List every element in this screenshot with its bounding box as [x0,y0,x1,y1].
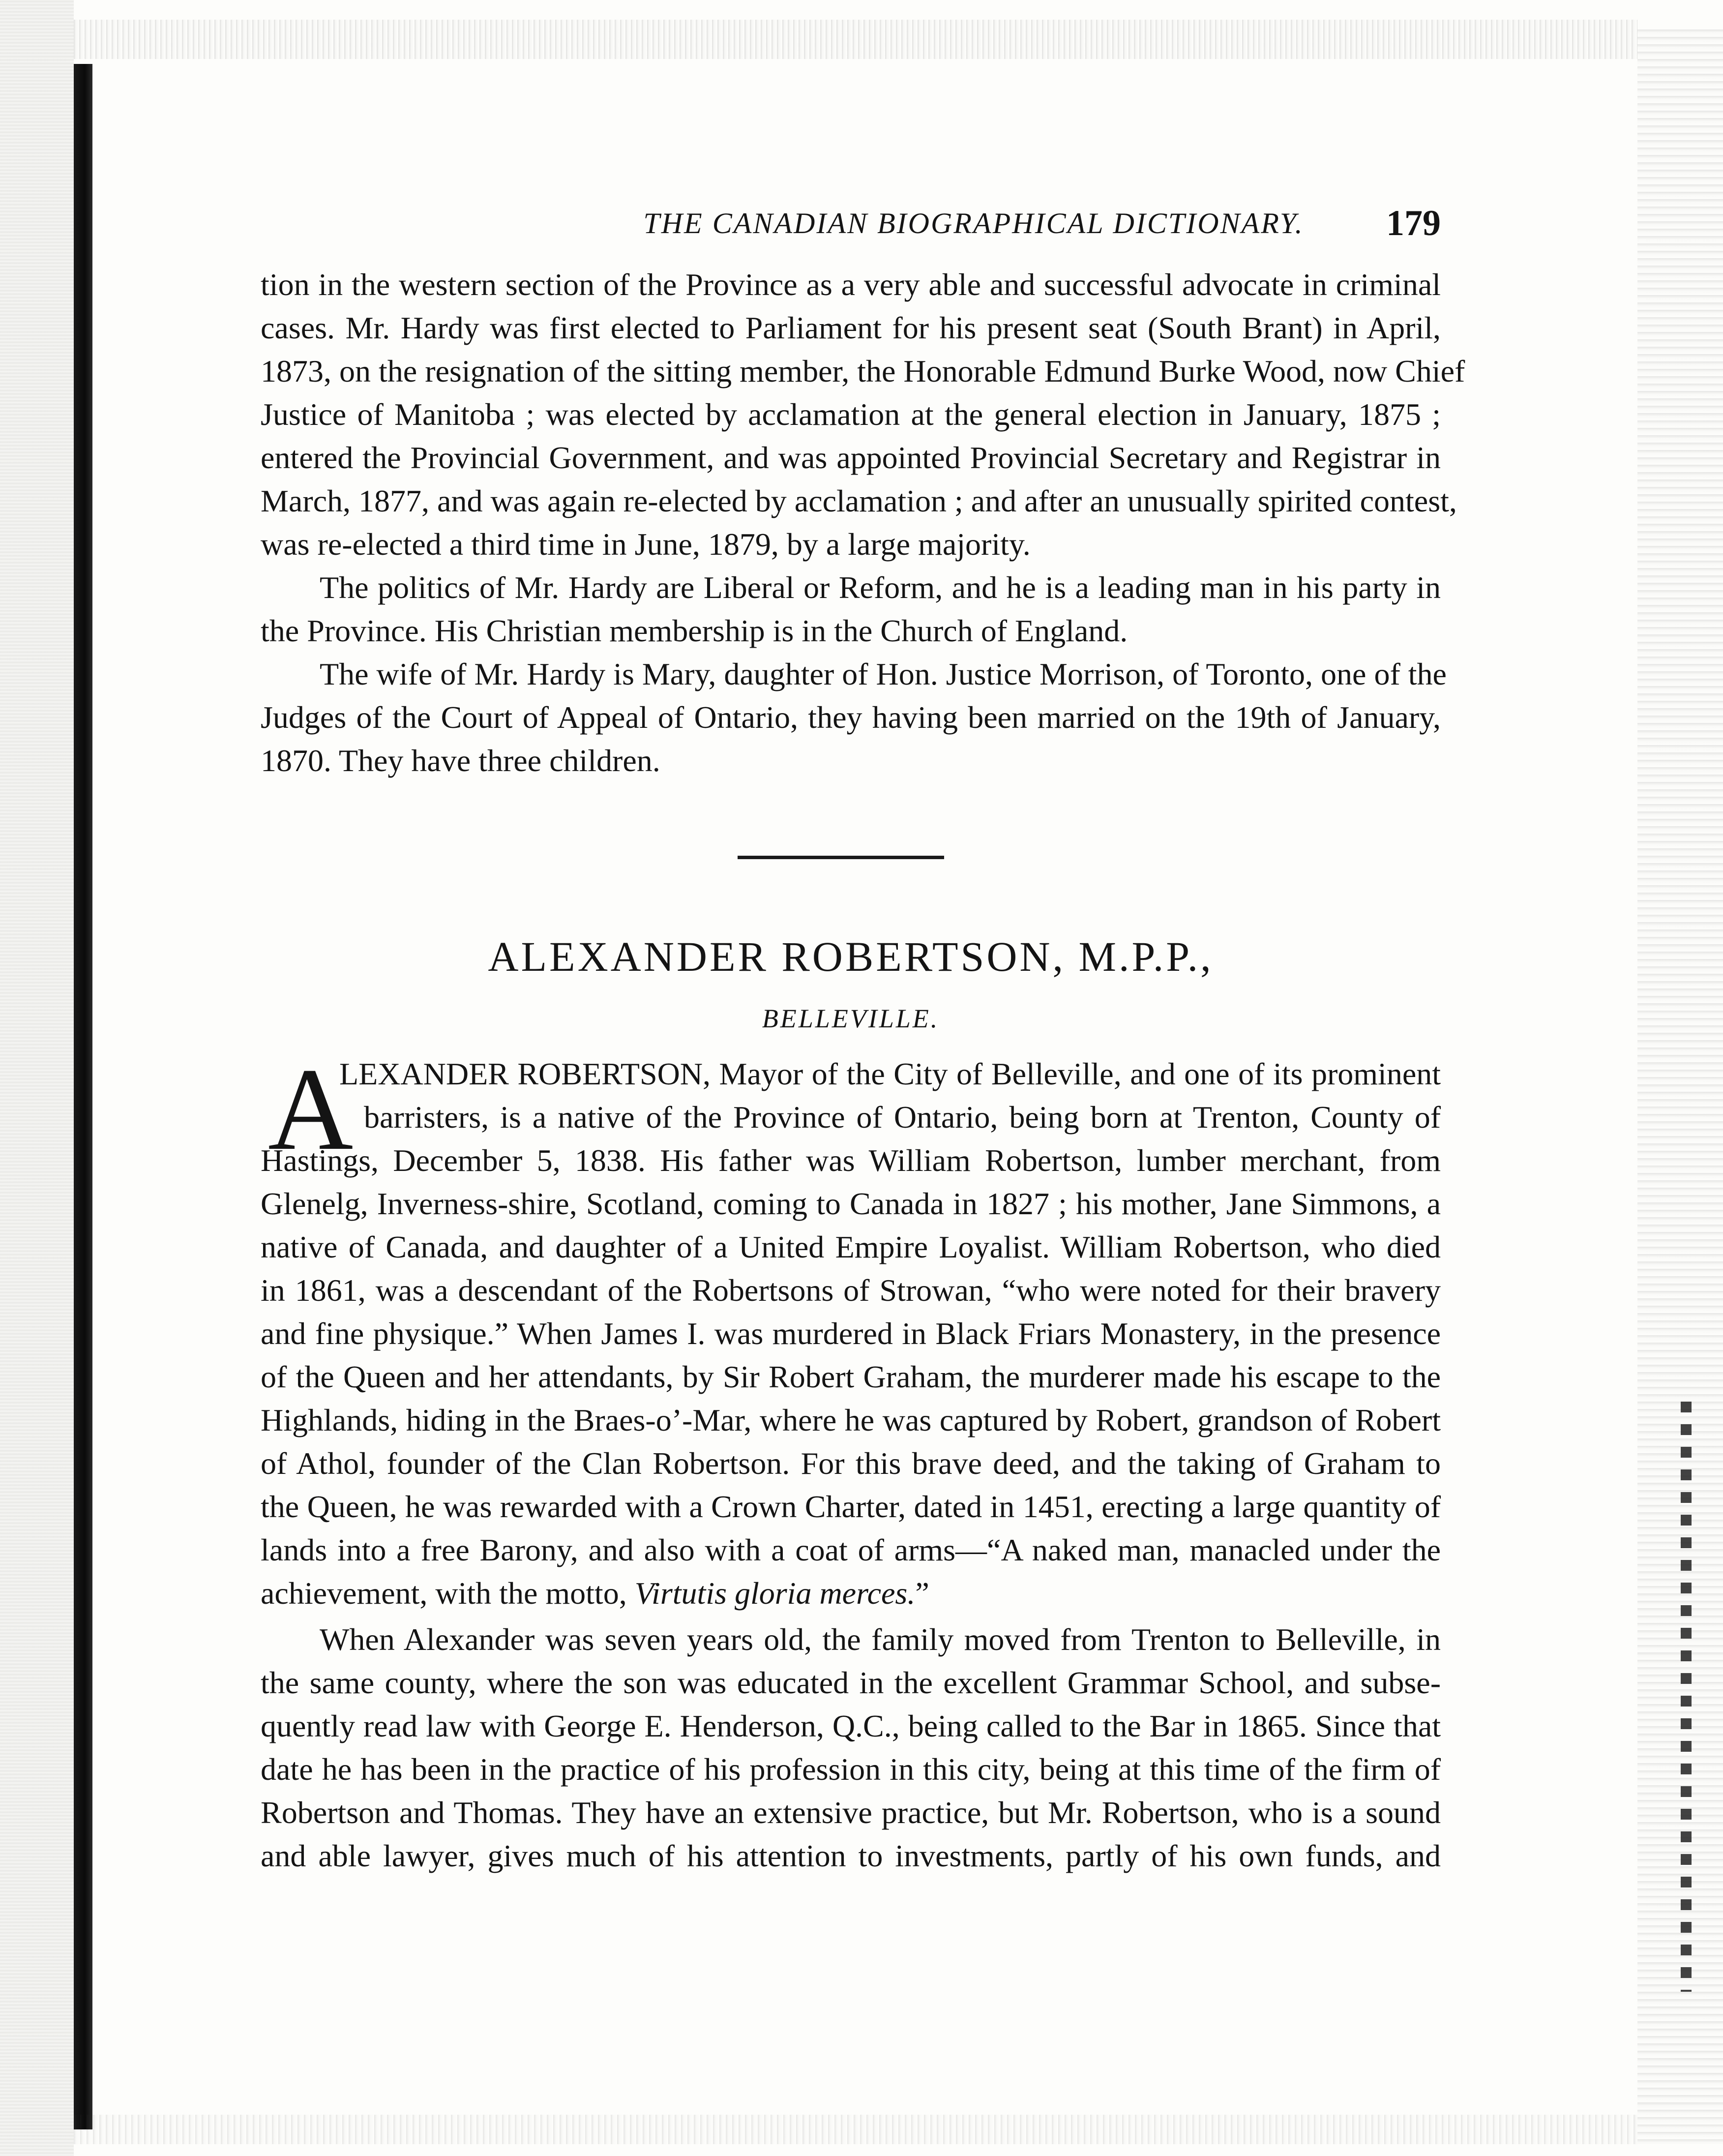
robertson-paragraph-1 [261,1139,1441,1615]
page-number: 179 [1386,203,1441,243]
text-line: lands into a free Barony, and also with a coat of arms—“A naked man, manacled under the [261,1532,1441,1567]
drop-cap: A [268,1044,354,1174]
text-line: tion in the western section of the Province as a very able and successful advocate in criminal [261,267,1441,302]
text-line: the Queen, he was rewarded with a Crown Charter, dated in 1451, erecting a large quantity of [261,1489,1441,1524]
scan-noise-right [1637,30,1723,2144]
text-line: entered the Provincial Government, and was appointed Provincial Secretary and Registrar in [261,440,1441,475]
text-line: quently read law with George E. Henderson, Q.C., being called to the Bar in 1865. Since that [261,1708,1441,1743]
text-line: and fine physique.” When James I. was murdered in Black Friars Monastery, in the presence [261,1316,1441,1351]
text-line: Justice of Manitoba ; was elected by acclamation at the general election in January, 1875 ; [261,397,1441,432]
text-line: Hastings, December 5, 1838. His father was William Robertson, lumber merchant, from [261,1143,1441,1178]
motto-line [261,1572,1441,1615]
text-line: 1870. They have three children. [261,743,660,778]
hardy-continuation-text [261,263,1465,782]
text-line: cases. Mr. Hardy was first elected to Parliament for his present seat (South Brant) in April, [261,310,1441,345]
text-line: in 1861, was a descendant of the Robertsons of Strowan, “who were noted for their bravery [261,1273,1441,1308]
text-line: When Alexander was seven years old, the family moved from Trenton to Belleville, in [320,1622,1441,1657]
text-line: The politics of Mr. Hardy are Liberal or Reform, and he is a leading man in his party in [320,570,1441,605]
text-line: the Province. His Christian membership is in the Church of England. [261,613,1128,648]
scan-margin-shadow [0,0,74,2156]
text-line: March, 1877, and was again re-elected by acclamation ; and after an unusually spirited contest, [261,483,1457,518]
motto-line-prefix: achievement, with the motto, [261,1576,635,1611]
entry-title: ALEXANDER ROBERTSON, M.P.P., [488,933,1214,980]
section-divider-rule [738,856,944,859]
text-line: LEXANDER ROBERTSON, Mayor of the City of Belleville, and one of its prominent [339,1056,1441,1091]
text-line: Robertson and Thomas. They have an extensive practice, but Mr. Robertson, who is a sound [261,1795,1441,1830]
entry-place: BELLEVILLE. [762,1004,940,1033]
scan-noise-bottom [74,2115,1637,2144]
text-line: of Athol, founder of the Clan Robertson. For this brave deed, and the taking of Graham to [261,1446,1441,1481]
latin-motto: Virtutis gloria merces. [634,1576,916,1611]
text-line: of the Queen and her attendants, by Sir Robert Graham, the murderer made his escape to the [261,1359,1441,1394]
text-line: the same county, where the son was educated in the excellent Grammar School, and subse- [261,1665,1441,1700]
text-line: Glenelg, Inverness-shire, Scotland, coming to Canada in 1827 ; his mother, Jane Simmons, a [261,1186,1441,1221]
text-line: date he has been in the practice of his profession in this city, being at this time of the firm of [261,1752,1441,1787]
text-line: Highlands, hiding in the Braes-o’-Mar, where he was captured by Robert, grandson of Robert [261,1403,1441,1437]
book-binding-edge [74,64,92,2129]
text-line: was re-elected a third time in June, 1879, by a large majority. [261,527,1031,562]
motto-line-suffix: ” [915,1576,929,1611]
text-line: native of Canada, and daughter of a United Empire Loyalist. William Robertson, who died [261,1229,1441,1264]
text-line: Judges of the Court of Appeal of Ontario, they having been married on the 19th of January, [261,700,1441,735]
text-line: The wife of Mr. Hardy is Mary, daughter of Hon. Justice Morrison, of Toronto, one of the [320,657,1447,691]
scan-edge-marks [1681,1402,1692,1992]
text-line: barristers, is a native of the Province of Ontario, being born at Trenton, County of [364,1100,1441,1135]
scan-noise-top [74,20,1637,59]
text-line: and able lawyer, gives much of his attention to investments, partly of his own funds, and [261,1838,1441,1873]
robertson-paragraph-2 [261,1618,1441,1878]
text-line: 1873, on the resignation of the sitting member, the Honorable Edmund Burke Wood, now Chief [261,354,1465,389]
running-head-title: THE CANADIAN BIOGRAPHICAL DICTIONARY. [643,207,1304,240]
